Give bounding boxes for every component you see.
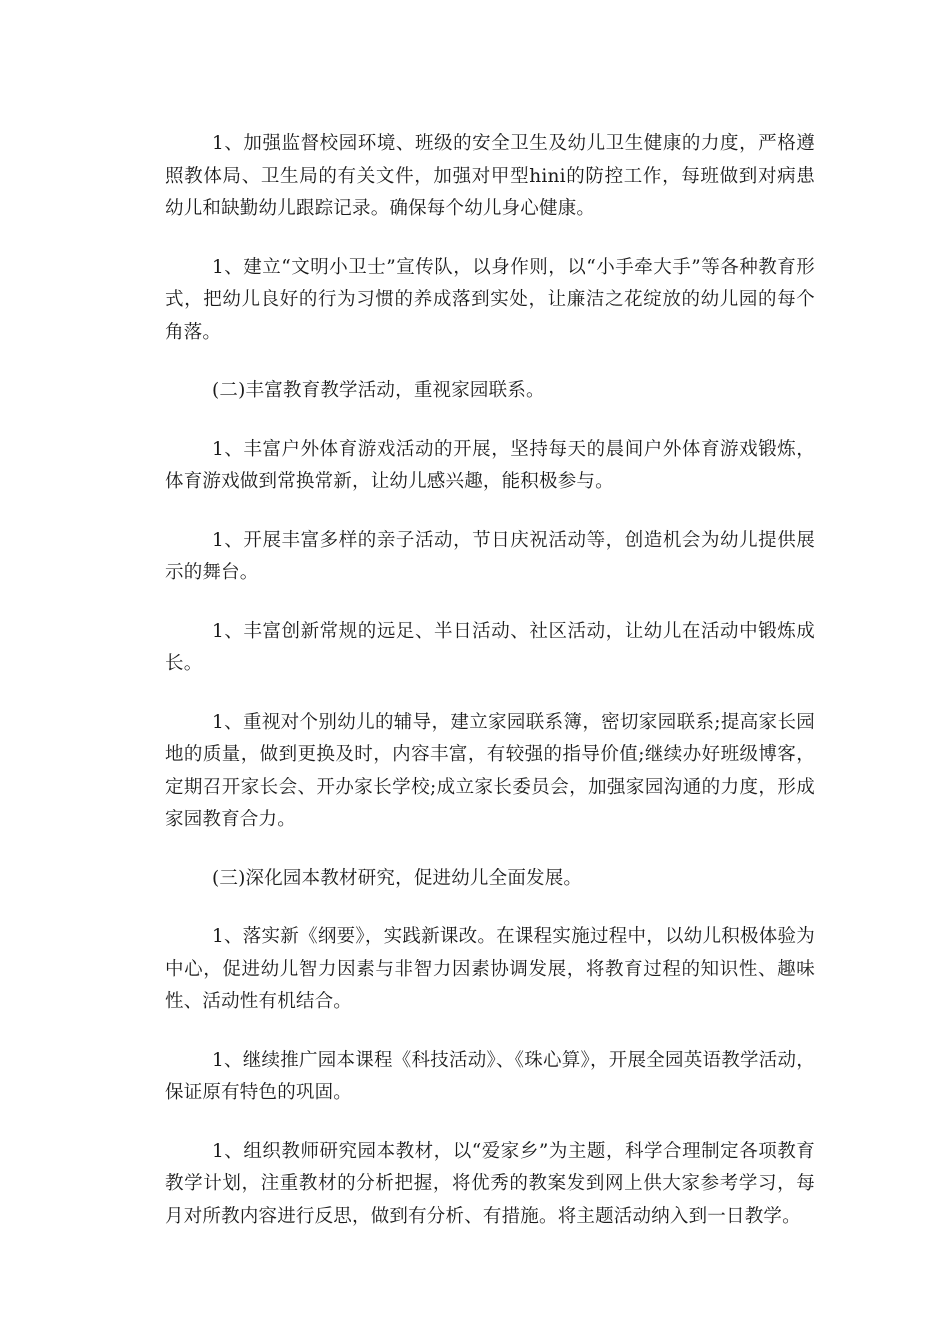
paragraph-health-supervision: 1、加强监督校园环境、班级的安全卫生及幼儿卫生健康的力度，严格遵照教体局、卫生局的有关文件，加强对甲型hini的防控工作，每班做到对病患幼儿和缺勤幼儿跟踪记录。确保每个幼儿身心健康。 [165,133,815,219]
section-heading-2: (二)丰富教育教学活动，重视家园联系。 [212,380,545,401]
paragraph-new-outline: 1、落实新《纲要》，实践新课改。在课程实施过程中，以幼儿积极体验为中心，促进幼儿智力因素与非智力因素协调发展，将教育过程的知识性、趣味性、活动性有机结合。 [165,926,815,1012]
document-body [165,128,815,1259]
paragraph-parent-child-activities: 1、开展丰富多样的亲子活动，节日庆祝活动等，创造机会为幼儿提供展示的舞台。 [165,529,815,583]
paragraph-outdoor-games: 1、丰富户外体育游戏活动的开展，坚持每天的晨间户外体育游戏锻炼，体育游戏做到常换常新，让幼儿感兴趣，能积极参与。 [165,438,815,492]
paragraph-civilized-guards: 1、建立“文明小卫士”宣传队，以身作则，以“小手牵大手”等各种教育形式，把幼儿良好的行为习惯的养成落到实处，让廉洁之花绽放的幼儿园的每个角落。 [165,256,815,343]
paragraph-home-school-contact: 1、重视对个别幼儿的辅导，建立家园联系簿，密切家园联系;提高家长园地的质量，做到更换及时，内容丰富，有较强的指导价值;继续办好班级博客，定期召开家长会、开办家长学校;成立家长委员会，加强家园沟通的力度，形成家园教育合力。 [165,711,815,830]
paragraph-teacher-research: 1、组织教师研究园本教材，以“爱家乡”为主题，科学合理制定各项教育教学计划，注重教材的分析把握，将优秀的教案发到网上供大家参考学习，每月对所教内容进行反思，做到有分析、有措施。将主题活动纳入到一日教学。 [165,1140,815,1227]
paragraph-community-activities: 1、丰富创新常规的远足、半日活动、社区活动，让幼儿在活动中锻炼成长。 [165,620,815,674]
paragraph-school-curriculum: 1、继续推广园本课程《科技活动》、《珠心算》，开展全园英语教学活动，保证原有特色的巩固。 [165,1049,815,1103]
section-heading-3: (三)深化园本教材研究，促进幼儿全面发展。 [212,867,583,889]
